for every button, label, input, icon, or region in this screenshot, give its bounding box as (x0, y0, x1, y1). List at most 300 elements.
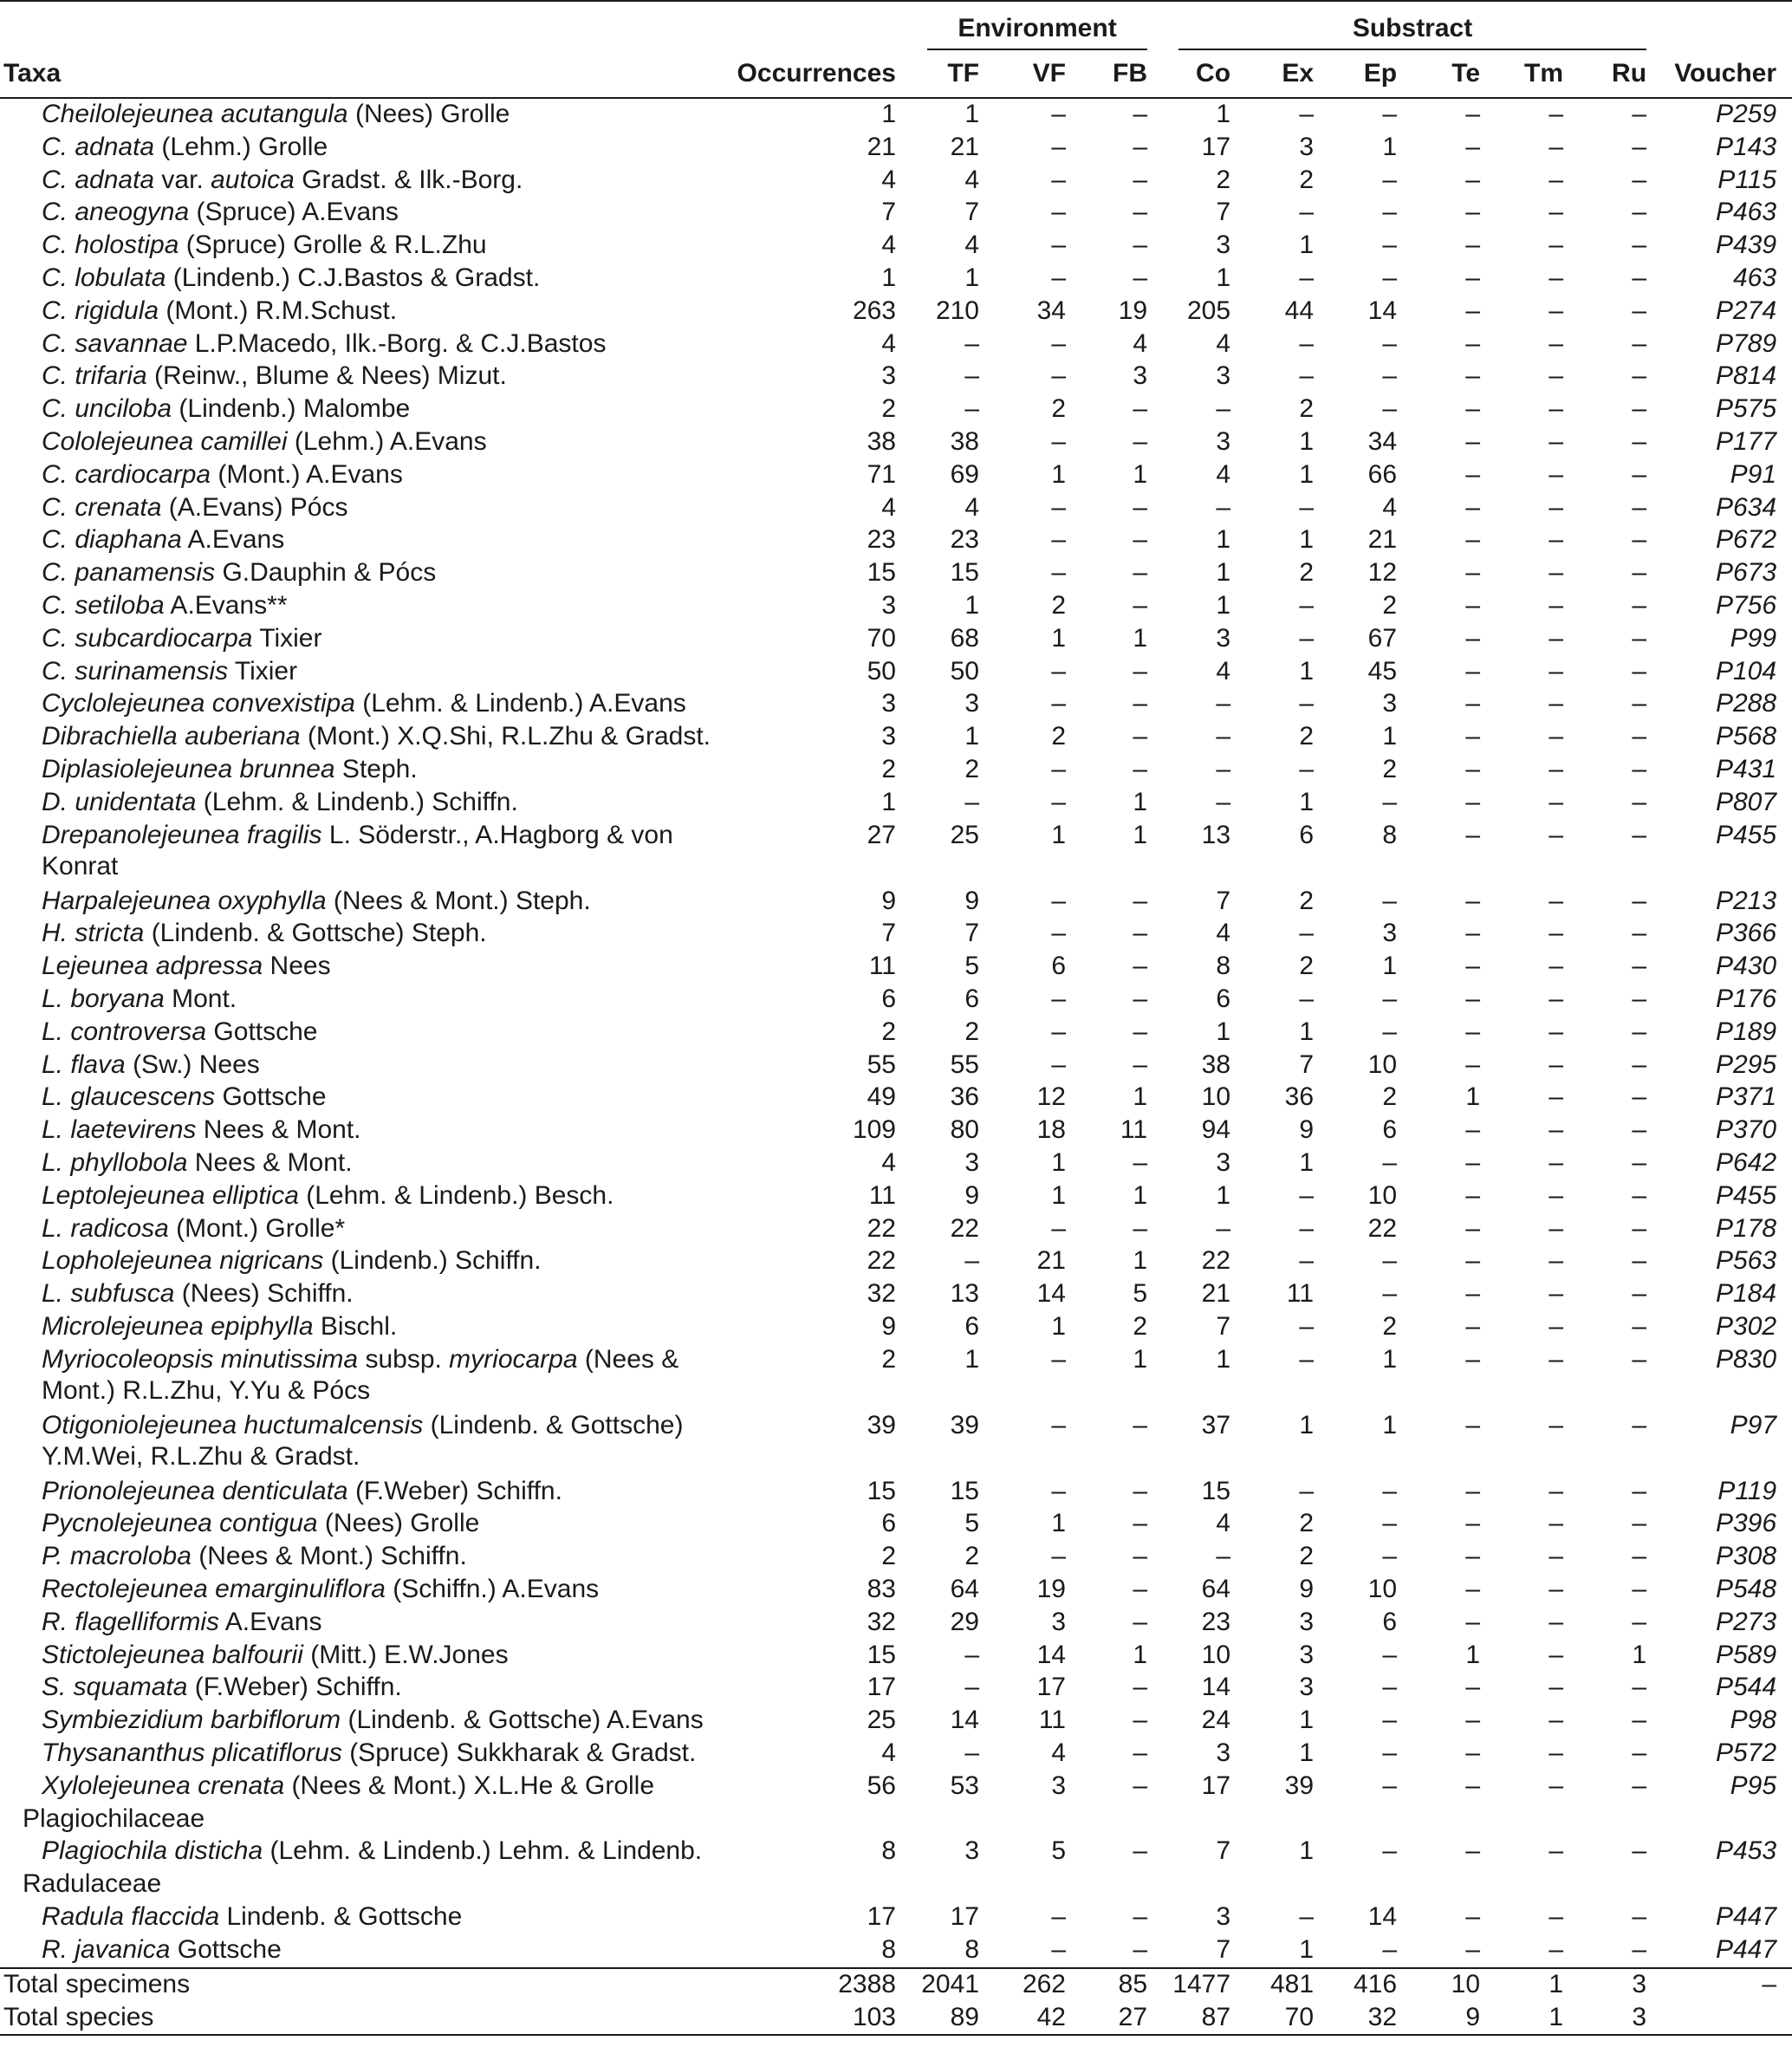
table-row (0, 1934, 1792, 1968)
taxon-authority: (Spruce) A.Evans (189, 198, 399, 227)
cell-voucher: P642 (1715, 1147, 1777, 1177)
cell-tf: 4 (964, 492, 979, 522)
cell-fb: – (1133, 1673, 1148, 1702)
total-ex: 481 (1246, 1968, 1329, 2002)
cell-tf: 15 (950, 1476, 979, 1505)
cell-ep: 12 (1367, 558, 1398, 588)
total-co: 87 (1163, 2001, 1246, 2035)
cell-te: – (1465, 361, 1481, 391)
cell-fb: – (1133, 198, 1148, 227)
cell-ru: – (1632, 590, 1647, 620)
cell-ex: – (1299, 1902, 1315, 1932)
taxon-epithet: Xylolejeunea crenata (42, 1771, 285, 1800)
cell-voucher: P814 (1715, 361, 1777, 391)
taxon-name-cell (0, 754, 730, 787)
cell-ru: – (1632, 1049, 1647, 1079)
cell-ex: – (1299, 100, 1315, 128)
taxon-name-cell (0, 165, 730, 198)
cell-tm: – (1549, 1706, 1564, 1735)
taxon-epithet: Rectolejeunea emarginuliflora (42, 1575, 386, 1604)
taxon-name-cell (0, 1705, 730, 1738)
cell-vf: – (1051, 1410, 1066, 1439)
cell-voucher: P288 (1715, 689, 1777, 718)
cell-vf: – (1051, 689, 1066, 718)
total-ru: 3 (1579, 1968, 1662, 2002)
cell-occurrences: 4 (881, 231, 896, 260)
cell-ep: – (1382, 1147, 1398, 1177)
taxon-authority: (Spruce) Grolle & R.L.Zhu (179, 231, 487, 260)
cell-tm: – (1549, 984, 1564, 1013)
cell-ru: – (1632, 1509, 1647, 1538)
taxon-authority: (Lindenb. & Gottsche) Y.M.Wei, R.L.Zhu & Gradst. (42, 1410, 684, 1471)
column-header-ep: Ep (1329, 50, 1412, 98)
taxon-epithet: Leptolejeunea elliptica (42, 1180, 299, 1210)
cell-occurrences: 11 (868, 1180, 896, 1210)
taxon-name-cell (0, 787, 730, 820)
cell-ex: 1 (1299, 459, 1315, 489)
taxon-name-cell (0, 524, 730, 557)
cell-voucher: P119 (1717, 1476, 1777, 1505)
cell-te: – (1465, 590, 1481, 620)
cell-voucher: P273 (1715, 1607, 1777, 1636)
cell-co: 8 (1216, 952, 1231, 981)
cell-occurrences: 2 (881, 754, 896, 783)
total-tm: 1 (1496, 1968, 1579, 2002)
cell-tf: 3 (964, 689, 979, 718)
taxon-authority: (Lehm. & Lindenb.) Besch. (298, 1180, 614, 1210)
cell-te: – (1465, 1836, 1481, 1866)
table-row (0, 459, 1792, 492)
taxon-name-cell (0, 230, 730, 263)
cell-voucher: P568 (1715, 722, 1777, 751)
cell-ep: 6 (1382, 1607, 1398, 1636)
cell-occurrences: 109 (852, 1115, 896, 1145)
cell-vf: – (1051, 656, 1066, 686)
cell-tf: 5 (964, 1509, 979, 1538)
table-body (0, 98, 1792, 1968)
totals-label: Total specimens (0, 1968, 730, 2002)
cell-tf: 9 (964, 886, 979, 915)
taxon-authority: Bischl. (313, 1311, 398, 1341)
cell-ex: 2 (1299, 165, 1315, 194)
cell-ex: 3 (1299, 1673, 1315, 1702)
taxon-epithet: autoica (211, 165, 295, 194)
cell-ru: – (1632, 656, 1647, 686)
cell-ru: – (1632, 1836, 1647, 1866)
cell-tf: 1 (964, 722, 979, 751)
cell-co: 21 (1201, 1279, 1231, 1309)
cell-co: 1 (1216, 1344, 1231, 1374)
cell-ep: 1 (1382, 132, 1398, 161)
cell-ru: – (1632, 296, 1647, 325)
table-row (0, 1278, 1792, 1311)
cell-ep: 67 (1367, 623, 1398, 653)
column-header-vf: VF (995, 50, 1081, 98)
cell-occurrences: 8 (881, 1934, 896, 1964)
cell-fb: – (1133, 263, 1148, 292)
cell-te: 1 (1465, 1082, 1481, 1112)
cell-ep: 21 (1367, 525, 1398, 555)
cell-ep: – (1382, 1017, 1398, 1046)
cell-ex: 9 (1299, 1115, 1315, 1145)
cell-ru: – (1632, 1017, 1647, 1046)
cell-ru: – (1632, 984, 1647, 1013)
cell-te: – (1465, 623, 1481, 653)
cell-tm: – (1549, 492, 1564, 522)
cell-vf: 2 (1051, 590, 1066, 620)
cell-ru: – (1632, 525, 1647, 555)
cell-vf: – (1051, 1476, 1066, 1505)
cell-vf: – (1051, 361, 1066, 391)
cell-fb: – (1133, 919, 1148, 948)
cell-tm: – (1549, 1082, 1564, 1112)
cell-ex: 7 (1299, 1049, 1315, 1079)
cell-co: 1 (1216, 100, 1231, 128)
table-row (0, 1180, 1792, 1213)
cell-fb: 1 (1133, 1180, 1148, 1210)
taxon-epithet: C. trifaria (42, 361, 147, 391)
cell-ru: – (1632, 886, 1647, 915)
cell-ex: 1 (1299, 1836, 1315, 1866)
cell-ep: 1 (1382, 1344, 1398, 1374)
cell-ep: – (1382, 1706, 1398, 1735)
taxon-epithet: C. lobulata (42, 263, 166, 292)
cell-tm: – (1549, 1213, 1564, 1243)
cell-tf: – (964, 1246, 979, 1276)
total-tm: 1 (1496, 2001, 1579, 2035)
cell-vf: 21 (1036, 1246, 1066, 1276)
cell-co: 15 (1201, 1476, 1231, 1505)
cell-fb: – (1133, 952, 1148, 981)
cell-co: 3 (1216, 361, 1231, 391)
total-ex: 70 (1246, 2001, 1329, 2035)
cell-fb: 1 (1133, 459, 1148, 489)
taxon-epithet: Myriocoleopsis minutissima (42, 1344, 359, 1374)
taxon-authority: (Nees) Grolle (317, 1509, 480, 1538)
cell-occurrences: 71 (867, 459, 896, 489)
cell-vf: – (1051, 787, 1066, 816)
cell-voucher: P184 (1715, 1279, 1777, 1309)
cell-tf: 21 (950, 132, 979, 161)
cell-co: 3 (1216, 231, 1231, 260)
cell-occurrences: 39 (867, 1410, 896, 1439)
cell-voucher: P431 (1715, 754, 1777, 783)
cell-fb: 1 (1133, 1344, 1148, 1374)
cell-ex: – (1299, 754, 1315, 783)
cell-ex: 1 (1299, 1706, 1315, 1735)
taxon-name-cell (0, 296, 730, 328)
cell-voucher: P634 (1715, 492, 1777, 522)
taxon-name-cell (0, 688, 730, 721)
cell-ex: 1 (1299, 1410, 1315, 1439)
table-row (0, 492, 1792, 525)
cell-te: – (1465, 1410, 1481, 1439)
cell-ru: – (1632, 919, 1647, 948)
cell-voucher: P563 (1715, 1246, 1777, 1276)
cell-ep: – (1382, 165, 1398, 194)
taxon-epithet: Symbiezidium barbiflorum (42, 1706, 341, 1735)
taxon-epithet: Cyclolejeunea convexistipa (42, 689, 355, 718)
column-header-ex: Ex (1246, 50, 1329, 98)
cell-co: – (1216, 787, 1231, 816)
cell-co: 7 (1216, 1836, 1231, 1866)
cell-ru: – (1632, 361, 1647, 391)
cell-voucher: P672 (1715, 525, 1777, 555)
cell-voucher: P176 (1715, 984, 1777, 1013)
cell-ru: – (1632, 1706, 1647, 1735)
table-row (0, 1574, 1792, 1607)
cell-occurrences: 6 (881, 984, 896, 1013)
taxon-name-cell (0, 1672, 730, 1705)
taxon-authority: (Lehm. & Lindenb.) Schiffn. (196, 787, 518, 816)
cell-ru: – (1632, 787, 1647, 816)
taxon-epithet: C. aneogyna (42, 198, 190, 227)
cell-ep: 34 (1367, 426, 1398, 456)
taxon-name-cell (0, 328, 730, 361)
cell-tf: 13 (950, 1279, 979, 1309)
cell-te: – (1465, 132, 1481, 161)
cell-tf: – (964, 394, 979, 424)
cell-ex: – (1299, 623, 1315, 653)
taxon-name-cell (0, 623, 730, 656)
cell-tm: – (1549, 198, 1564, 227)
cell-ru: – (1632, 952, 1647, 981)
taxon-name-cell (0, 1114, 730, 1147)
total-te: 10 (1412, 1968, 1496, 2002)
taxon-epithet: L. glaucescens (42, 1082, 216, 1112)
taxon-epithet: C. cardiocarpa (42, 459, 211, 489)
cell-tf: 1 (964, 1344, 979, 1374)
taxon-authority: (Mitt.) E.W.Jones (302, 1640, 509, 1669)
total-vf: 42 (995, 2001, 1081, 2035)
cell-fb: – (1133, 492, 1148, 522)
cell-fb: 1 (1133, 787, 1148, 816)
table-row (0, 918, 1792, 951)
cell-vf: – (1051, 1934, 1066, 1964)
cell-fb: 1 (1133, 820, 1148, 849)
column-header-co: Co (1163, 50, 1246, 98)
cell-ru: – (1632, 1673, 1647, 1702)
cell-tf: 38 (950, 426, 979, 456)
cell-co: 7 (1216, 886, 1231, 915)
taxon-name-cell (0, 1508, 730, 1541)
cell-tm: – (1549, 787, 1564, 816)
cell-tm: – (1549, 1311, 1564, 1341)
cell-fb: – (1133, 754, 1148, 783)
taxon-epithet: myriocarpa (449, 1344, 578, 1374)
cell-tm: – (1549, 689, 1564, 718)
cell-ep: – (1382, 1542, 1398, 1571)
cell-tm: – (1549, 328, 1564, 358)
cell-te: – (1465, 1607, 1481, 1636)
table-row (0, 1476, 1792, 1509)
cell-vf: – (1051, 198, 1066, 227)
cell-tf: 2 (964, 754, 979, 783)
taxon-name-cell (0, 1017, 730, 1049)
cell-fb: – (1133, 1934, 1148, 1964)
cell-voucher: P575 (1715, 394, 1777, 424)
cell-voucher: P177 (1715, 426, 1777, 456)
table-row (0, 1541, 1792, 1574)
cell-ru: – (1632, 558, 1647, 588)
cell-tf: 14 (950, 1706, 979, 1735)
taxon-authority: (Lindenb. & Gottsche) A.Evans (341, 1706, 704, 1735)
cell-vf: – (1051, 263, 1066, 292)
cell-ex: 2 (1299, 1542, 1315, 1571)
cell-te: – (1465, 1771, 1481, 1800)
cell-tm: – (1549, 1836, 1564, 1866)
cell-te: – (1465, 754, 1481, 783)
cell-vf: 1 (1051, 623, 1066, 653)
cell-ep: 3 (1382, 919, 1398, 948)
taxon-name-cell (0, 886, 730, 919)
taxon-authority: subsp. (358, 1344, 450, 1374)
cell-ep: 2 (1382, 1311, 1398, 1341)
cell-tf: 55 (950, 1049, 979, 1079)
totals-row (0, 1968, 1792, 2002)
column-header-fb: FB (1081, 50, 1163, 98)
cell-tm: – (1549, 132, 1564, 161)
cell-occurrences: 7 (881, 198, 896, 227)
cell-ex: 1 (1299, 787, 1315, 816)
column-header-voucher: Voucher (1662, 50, 1792, 98)
cell-voucher: P302 (1715, 1311, 1777, 1341)
taxon-epithet: Drepanolejeunea fragilis (42, 820, 322, 849)
cell-te: – (1465, 787, 1481, 816)
cell-occurrences: 17 (867, 1673, 896, 1702)
taxon-authority: (Nees & Mont.) Schiffn. (191, 1542, 467, 1571)
taxon-epithet: C. diaphana (42, 525, 182, 555)
taxon-authority: (Lindenb.) Schiffn. (323, 1246, 542, 1276)
cell-ru: – (1632, 1575, 1647, 1604)
cell-ep: 66 (1367, 459, 1398, 489)
cell-ru: – (1632, 820, 1647, 849)
cell-fb: – (1133, 689, 1148, 718)
cell-ex: 2 (1299, 886, 1315, 915)
cell-ru: – (1632, 1738, 1647, 1768)
cell-fb: – (1133, 1902, 1148, 1932)
cell-fb: – (1133, 1410, 1148, 1439)
taxon-name-cell (0, 1278, 730, 1311)
cell-ex: 2 (1299, 394, 1315, 424)
cell-ex: 2 (1299, 952, 1315, 981)
cell-vf: 2 (1051, 722, 1066, 751)
table-row (0, 557, 1792, 590)
cell-fb: – (1133, 1476, 1148, 1505)
cell-ru: – (1632, 459, 1647, 489)
cell-tm: – (1549, 590, 1564, 620)
cell-fb: 1 (1133, 623, 1148, 653)
cell-tm: – (1549, 1542, 1564, 1571)
cell-tm: – (1549, 1279, 1564, 1309)
cell-ex: – (1299, 1476, 1315, 1505)
taxon-name-cell (0, 721, 730, 754)
cell-ep: – (1382, 1279, 1398, 1309)
cell-ex: – (1299, 984, 1315, 1013)
cell-co: 3 (1216, 1902, 1231, 1932)
taxon-epithet: C. setiloba (42, 590, 165, 620)
total-ep: 32 (1329, 2001, 1412, 2035)
cell-ru: – (1632, 1246, 1647, 1276)
cell-ep: 2 (1382, 754, 1398, 783)
taxon-authority: (Lehm. & Lindenb.) Lehm. & Lindenb. (263, 1836, 703, 1866)
cell-voucher: P115 (1717, 165, 1777, 194)
cell-voucher: P97 (1730, 1410, 1777, 1439)
cell-ep: 3 (1382, 689, 1398, 718)
taxon-name-cell (0, 1901, 730, 1934)
cell-voucher: P673 (1715, 558, 1777, 588)
taxon-authority: L.P.Macedo, Ilk.-Borg. & C.J.Bastos (187, 328, 607, 358)
table-row (0, 393, 1792, 426)
cell-tf: 29 (950, 1607, 979, 1636)
taxon-epithet: Lopholejeunea nigricans (42, 1246, 324, 1276)
taxon-name-cell (0, 1574, 730, 1607)
cell-te: – (1465, 1279, 1481, 1309)
cell-co: 10 (1201, 1640, 1231, 1669)
taxon-authority: A.Evans (181, 525, 285, 555)
taxon-name-cell (0, 1344, 730, 1410)
cell-fb: – (1133, 886, 1148, 915)
table-row (0, 1607, 1792, 1640)
cell-co: 7 (1216, 1934, 1231, 1964)
taxon-name-cell (0, 1607, 730, 1640)
cell-voucher: P371 (1715, 1082, 1777, 1112)
taxon-authority: Gottsche (206, 1017, 318, 1046)
cell-ep: – (1382, 1476, 1398, 1505)
cell-ru: – (1632, 722, 1647, 751)
cell-tf: 8 (964, 1934, 979, 1964)
cell-tf: 36 (950, 1082, 979, 1112)
cell-tf: 7 (964, 919, 979, 948)
cell-occurrences: 22 (867, 1246, 896, 1276)
cell-occurrences: 49 (867, 1082, 896, 1112)
taxon-name-cell (0, 132, 730, 165)
family-label: Plagiochilaceae (23, 1803, 205, 1833)
cell-occurrences: 23 (867, 525, 896, 555)
cell-tf: 6 (964, 984, 979, 1013)
cell-tm: – (1549, 1771, 1564, 1800)
cell-voucher: P366 (1715, 919, 1777, 948)
taxon-name-cell (0, 1311, 730, 1344)
cell-vf: – (1051, 426, 1066, 456)
cell-ep: – (1382, 1246, 1398, 1276)
cell-vf: 1 (1051, 1311, 1066, 1341)
cell-occurrences: 83 (867, 1575, 896, 1604)
taxon-epithet: Lejeunea adpressa (42, 952, 263, 981)
cell-ex: – (1299, 1311, 1315, 1341)
cell-fb: 1 (1133, 1082, 1148, 1112)
cell-te: – (1465, 263, 1481, 292)
cell-co: 1 (1216, 263, 1231, 292)
taxon-authority: Tixier (228, 656, 298, 686)
cell-tf: 50 (950, 656, 979, 686)
taxon-authority: (Lindenb.) Malombe (172, 394, 411, 424)
cell-voucher: P213 (1715, 886, 1777, 915)
cell-co: 17 (1201, 132, 1231, 161)
cell-te: – (1465, 1934, 1481, 1964)
cell-ex: 1 (1299, 231, 1315, 260)
taxon-epithet: Diplasiolejeunea brunnea (42, 754, 335, 783)
cell-voucher: P295 (1715, 1049, 1777, 1079)
cell-ep: 2 (1382, 1082, 1398, 1112)
taxon-epithet: Stictolejeunea balfourii (42, 1640, 303, 1669)
column-header-taxa: Taxa (0, 50, 730, 98)
column-header-te: Te (1412, 50, 1496, 98)
total-occurrences: 2388 (730, 1968, 912, 2002)
cell-tm: – (1549, 263, 1564, 292)
taxon-authority: (Mont.) A.Evans (211, 459, 403, 489)
table-row (0, 1508, 1792, 1541)
